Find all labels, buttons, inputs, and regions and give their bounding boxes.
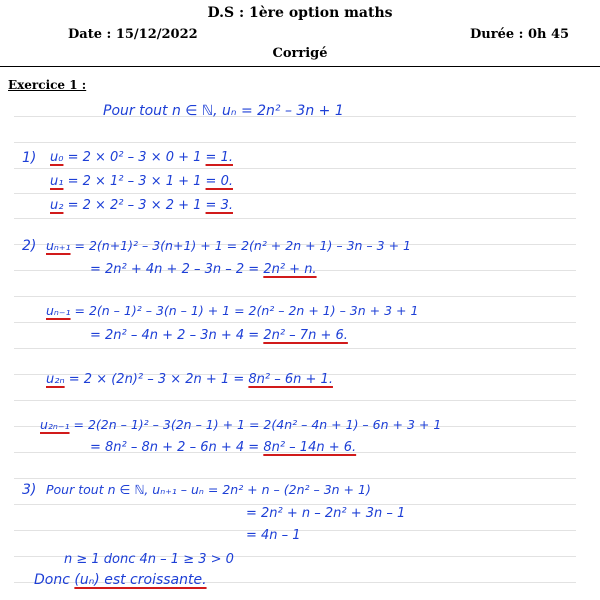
u-n-plus-1-line1 <box>46 238 411 253</box>
u-n-minus-1-line1 <box>46 303 418 318</box>
exam-date: Date : 15/12/2022 <box>68 27 198 42</box>
part3-line2: = 2n² + n – 2n² + 3n – 1 <box>246 506 406 521</box>
u-n-plus-1-simplification: = 2n² + 4n + 2 – 3n – 2 = <box>90 262 264 277</box>
u1-line <box>50 174 233 189</box>
u-2n-minus-1-line1 <box>40 417 441 432</box>
part3-label: 3) <box>22 482 37 498</box>
u-n-plus-1-expansion: = 2(n+1)² – 3(n+1) + 1 = 2(n² + 2n + 1) – 3n – 3 + 1 <box>70 238 411 253</box>
u-2n-minus-1-result: 8n² – 14n + 6. <box>263 440 357 455</box>
u2-term: u₂ <box>50 198 64 213</box>
part3-line4: n ≥ 1 donc 4n – 1 ≥ 3 > 0 <box>64 552 234 567</box>
u1-result: = 0. <box>205 174 233 189</box>
u1-term: u₁ <box>50 174 64 189</box>
u-n-plus-1-line2 <box>90 262 317 277</box>
header-divider <box>0 66 600 67</box>
part3-line1: Pour tout n ∈ ℕ, uₙ₊₁ – uₙ = 2n² + n – (2n² – 3n + 1) <box>46 482 371 497</box>
u0-result: = 1. <box>205 150 233 165</box>
u-n-minus-1-simplification: = 2n² – 4n + 2 – 3n + 4 = <box>90 328 264 343</box>
part3-conclusion <box>34 572 207 588</box>
u-2n-line <box>46 372 333 387</box>
document-subtitle: Corrigé <box>272 46 328 61</box>
exam-duration: Durée : 0h 45 <box>470 27 570 42</box>
part1-label: 1) <box>22 150 37 166</box>
exercise-intro: Pour tout n ∈ ℕ, uₙ = 2n² – 3n + 1 <box>103 103 344 119</box>
conclusion-prefix: Donc <box>34 572 75 588</box>
u-n-minus-1-result: 2n² – 7n + 6. <box>263 328 348 343</box>
u-2n-term: u₂ₙ <box>46 372 65 387</box>
u2-line <box>50 198 233 213</box>
u-n-minus-1-term: uₙ₋₁ <box>46 303 71 318</box>
u0-line <box>50 150 233 165</box>
u-n-minus-1-line2 <box>90 328 348 343</box>
u-2n-result: 8n² – 6n + 1. <box>248 372 333 387</box>
conclusion-statement: (uₙ) est croissante. <box>74 572 207 588</box>
part3-line3: = 4n – 1 <box>246 528 301 543</box>
exercise-title: Exercice 1 : <box>8 78 87 92</box>
u2-expression: = 2 × 2² – 3 × 2 + 1 <box>63 198 206 213</box>
u-2n-expansion: = 2 × (2n)² – 3 × 2n + 1 = <box>64 372 249 387</box>
u-n-minus-1-expansion: = 2(n – 1)² – 3(n – 1) + 1 = 2(n² – 2n + 1) – 3n + 3 + 1 <box>70 303 419 318</box>
u-2n-minus-1-line2 <box>90 440 356 455</box>
u2-result: = 3. <box>205 198 233 213</box>
document-title: D.S : 1ère option maths <box>207 5 393 21</box>
u-2n-minus-1-expansion: = 2(2n – 1)² – 3(2n – 1) + 1 = 2(4n² – 4n + 1) – 6n + 3 + 1 <box>69 417 442 432</box>
u-2n-minus-1-simplification: = 8n² – 8n + 2 – 6n + 4 = <box>90 440 264 455</box>
u-n-plus-1-result: 2n² + n. <box>263 262 317 277</box>
u0-expression: = 2 × 0² – 3 × 0 + 1 <box>63 150 206 165</box>
u1-expression: = 2 × 1² – 3 × 1 + 1 <box>63 174 206 189</box>
u0-term: u₀ <box>50 150 64 165</box>
u-n-plus-1-term: uₙ₊₁ <box>46 238 71 253</box>
u-2n-minus-1-term: u₂ₙ₋₁ <box>40 417 70 432</box>
part2-label: 2) <box>22 238 37 254</box>
